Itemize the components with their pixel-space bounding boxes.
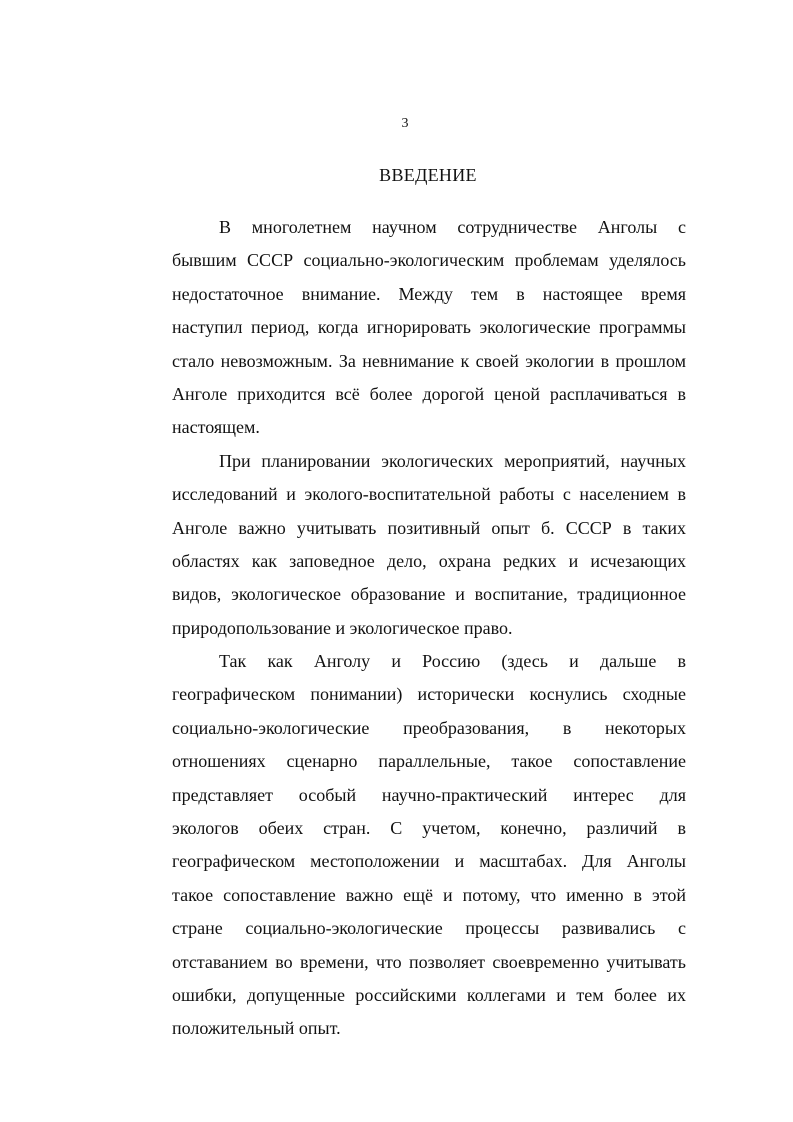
text-line: ошибки, допущенные российскими коллегами и тем более их [172, 984, 686, 1005]
text-line: представляет особый научно-практический интерес для [172, 784, 686, 805]
text-line: бывшим СССР социально-экологическим проблемам уделялось [172, 250, 686, 271]
text-line: такое сопоставление важно ещё и потому, что именно в этой [172, 884, 686, 905]
body-text [172, 211, 686, 1046]
text-line: исследований и эколого-воспитательной работы с населением в [172, 484, 686, 505]
paragraph [172, 645, 686, 1046]
text-line: областях как заповедное дело, охрана редких и исчезающих [172, 550, 686, 571]
text-line: видов, экологическое образование и воспитание, традиционное [172, 584, 686, 605]
text-line: Анголе важно учитывать позитивный опыт б. СССР в таких [172, 517, 686, 538]
text-line: географическом местоположении и масштабах. Для Анголы [172, 851, 686, 872]
text-line: социально-экологические преобразования, в некоторых [172, 717, 686, 738]
text-line: недостаточное внимание. Между тем в настоящее время [172, 283, 686, 304]
text-line: природопользование и экологическое право. [172, 617, 513, 638]
text-line: В многолетнем научном сотрудничестве Анголы с [219, 217, 686, 237]
text-line: Так как Анголу и Россию (здесь и дальше в [219, 651, 686, 672]
text-line: стало невозможным. За невнимание к своей экологии в прошлом [172, 350, 686, 371]
paragraph [172, 211, 686, 445]
text-line: настоящем. [172, 417, 260, 438]
text-line: положительный опыт. [172, 1018, 341, 1039]
text-line: отставанием во времени, что позволяет своевременно учитывать [172, 951, 686, 972]
text-line: При планировании экологических мероприятий, научных [219, 450, 686, 471]
text-line: отношениях сценарно параллельные, такое сопоставление [172, 751, 686, 772]
text-line: географическом понимании) исторически коснулись сходные [172, 684, 686, 705]
page-number: 3 [401, 116, 409, 131]
paragraph [172, 445, 686, 645]
section-heading: ВВЕДЕНИЕ [379, 165, 477, 185]
text-line: стране социально-экологические процессы развивались с [172, 918, 686, 939]
text-line: экологов обеих стран. С учетом, конечно, различий в [172, 818, 686, 839]
text-line: Анголе приходится всё более дорогой ценой расплачиваться в [172, 383, 686, 404]
text-line: наступил период, когда игнорировать экологические программы [172, 317, 686, 338]
